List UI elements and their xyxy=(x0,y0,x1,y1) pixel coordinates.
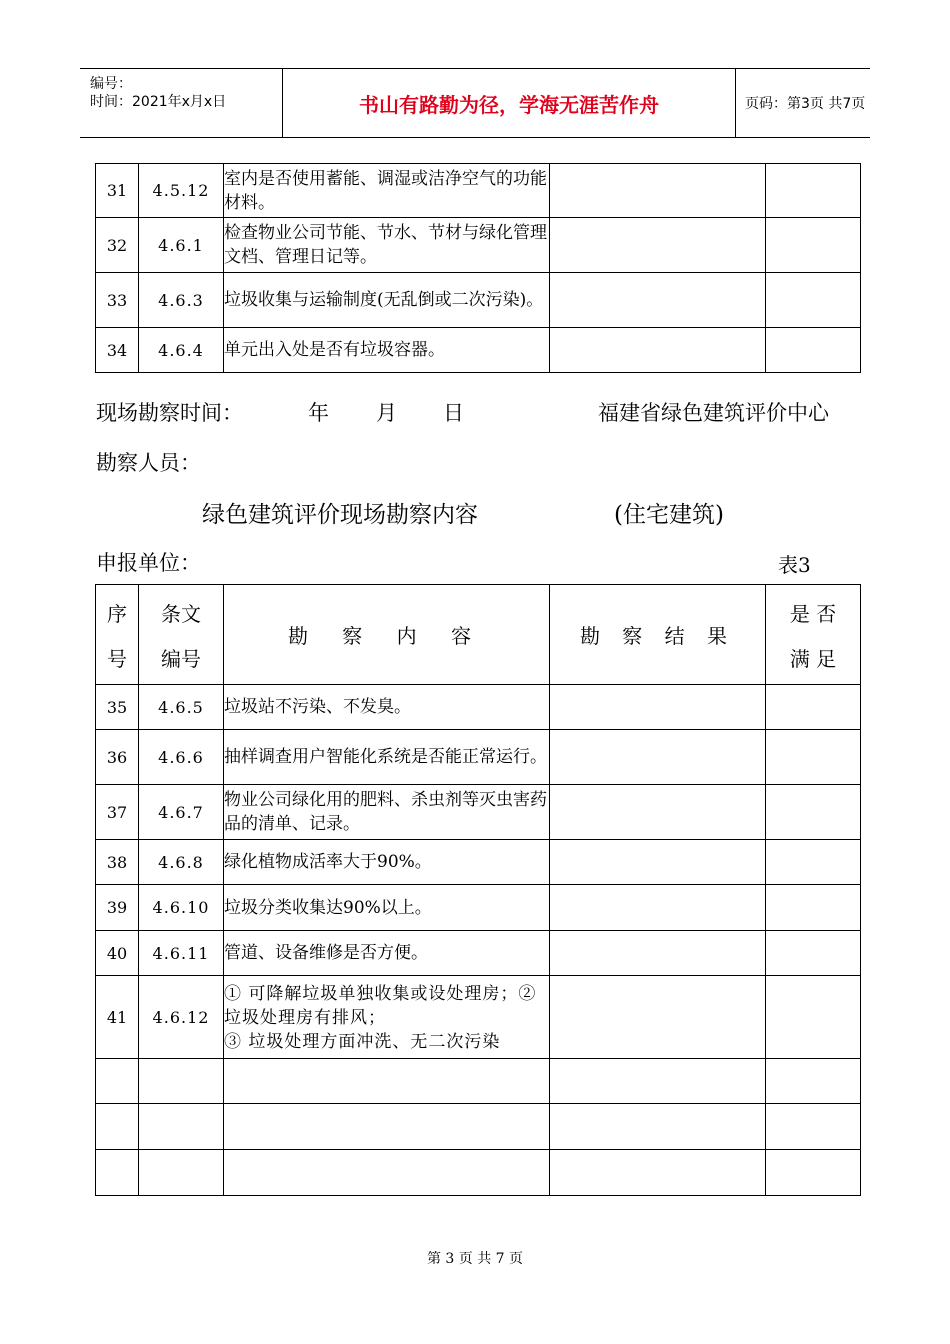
applicant-label: 申报单位： xyxy=(96,551,201,575)
empty-row xyxy=(96,1150,861,1196)
row-result[interactable] xyxy=(550,328,766,373)
continuation-table xyxy=(95,163,861,373)
row-no: 31 xyxy=(96,164,139,218)
row-result[interactable] xyxy=(550,218,766,273)
row-result[interactable] xyxy=(550,885,766,931)
survey-table xyxy=(95,584,861,1196)
page-footer: 第 3 页 共 7 页 xyxy=(426,1251,524,1267)
row-no: 39 xyxy=(96,885,139,931)
row-content: 室内是否使用蓄能、调湿或洁净空气的功能材料。 xyxy=(224,164,550,218)
row-code: 4.6.3 xyxy=(139,273,224,328)
row-no: 40 xyxy=(96,931,139,976)
survey-staff-label: 勘察人员： xyxy=(96,451,201,475)
row-content: 管道、设备维修是否方便。 xyxy=(224,931,550,976)
row-content: 垃圾站不污染、不发臭。 xyxy=(224,685,550,730)
row-content: 抽样调查用户智能化系统是否能正常运行。 xyxy=(224,730,550,785)
header-code: 条文 编号 xyxy=(139,585,224,685)
table-row xyxy=(96,730,861,785)
survey-day: 日 xyxy=(443,401,464,425)
row-result[interactable] xyxy=(550,785,766,840)
row-content: 单元出入处是否有垃圾容器。 xyxy=(224,328,550,373)
row-result[interactable] xyxy=(550,273,766,328)
row-content-line: ① 可降解垃圾单独收集或设处理房；② 垃圾处理房有排风； xyxy=(224,984,537,1028)
row-no: 41 xyxy=(96,976,139,1059)
row-content: 绿化植物成活率大于90%。 xyxy=(224,840,550,885)
row-no: 32 xyxy=(96,218,139,273)
empty-row xyxy=(96,1104,861,1150)
row-result[interactable] xyxy=(550,164,766,218)
table-row xyxy=(96,685,861,730)
row-content: 检查物业公司节能、节水、节材与绿化管理文档、管理日记等。 xyxy=(224,218,550,273)
serial-label: 编号： xyxy=(90,76,132,92)
header-center xyxy=(282,69,736,137)
row-code: 4.6.1 xyxy=(139,218,224,273)
row-ok[interactable] xyxy=(766,785,861,840)
row-no: 35 xyxy=(96,685,139,730)
section-title: 绿色建筑评价现场勘察内容 xyxy=(202,502,478,528)
table-row xyxy=(96,785,861,840)
row-code: 4.6.4 xyxy=(139,328,224,373)
table-row xyxy=(96,976,861,1059)
row-code: 4.6.12 xyxy=(139,976,224,1059)
header-right xyxy=(735,69,870,137)
row-result[interactable] xyxy=(550,840,766,885)
survey-month: 月 xyxy=(376,401,397,425)
row-code: 4.6.11 xyxy=(139,931,224,976)
row-ok[interactable] xyxy=(766,885,861,931)
row-code: 4.5.12 xyxy=(139,164,224,218)
row-ok[interactable] xyxy=(766,273,861,328)
row-result[interactable] xyxy=(550,931,766,976)
survey-org: 福建省绿色建筑评价中心 xyxy=(598,401,829,425)
survey-year: 年 xyxy=(308,401,329,425)
row-ok[interactable] xyxy=(766,685,861,730)
row-ok[interactable] xyxy=(766,840,861,885)
row-content: 垃圾收集与运输制度(无乱倒或二次污染)。 xyxy=(224,273,550,328)
table-header-row xyxy=(96,585,861,685)
row-code: 4.6.10 xyxy=(139,885,224,931)
header-ok: 是 否 满 足 xyxy=(766,585,861,685)
row-code: 4.6.8 xyxy=(139,840,224,885)
table-row xyxy=(96,328,861,373)
section-subtitle: (住宅建筑) xyxy=(614,502,724,528)
table-row xyxy=(96,273,861,328)
empty-row xyxy=(96,1059,861,1104)
table-row xyxy=(96,931,861,976)
header-left xyxy=(80,69,282,137)
survey-time-label: 现场勘察时间： xyxy=(96,401,243,425)
table-row xyxy=(96,840,861,885)
header-content: 勘 察 内 容 xyxy=(224,585,550,685)
row-content xyxy=(224,976,550,1059)
row-no: 34 xyxy=(96,328,139,373)
table-row xyxy=(96,885,861,931)
row-ok[interactable] xyxy=(766,730,861,785)
row-ok[interactable] xyxy=(766,328,861,373)
row-ok[interactable] xyxy=(766,931,861,976)
motto: 书山有路勤为径，学海无涯苦作舟 xyxy=(359,92,659,117)
row-no: 33 xyxy=(96,273,139,328)
header-no: 序 号 xyxy=(96,585,139,685)
row-ok[interactable] xyxy=(766,164,861,218)
table-number: 表3 xyxy=(778,553,811,577)
row-result[interactable] xyxy=(550,685,766,730)
row-result[interactable] xyxy=(550,730,766,785)
time-label: 时间：2021年x月x日 xyxy=(90,94,227,110)
row-no: 38 xyxy=(96,840,139,885)
table-row xyxy=(96,218,861,273)
table-row xyxy=(96,164,861,218)
row-content-line: ③ 垃圾处理方面冲洗、无二次污染 xyxy=(224,1032,501,1052)
row-code: 4.6.6 xyxy=(139,730,224,785)
row-result[interactable] xyxy=(550,976,766,1059)
row-content: 物业公司绿化用的肥料、杀虫剂等灭虫害药品的清单、记录。 xyxy=(224,785,550,840)
row-code: 4.6.5 xyxy=(139,685,224,730)
row-ok[interactable] xyxy=(766,218,861,273)
row-no: 37 xyxy=(96,785,139,840)
row-no: 36 xyxy=(96,730,139,785)
page-header xyxy=(80,68,870,138)
header-result: 勘 察 结 果 xyxy=(550,585,766,685)
row-code: 4.6.7 xyxy=(139,785,224,840)
page-label: 页码：第3页 共7页 xyxy=(745,96,866,112)
row-content: 垃圾分类收集达90%以上。 xyxy=(224,885,550,931)
row-ok[interactable] xyxy=(766,976,861,1059)
